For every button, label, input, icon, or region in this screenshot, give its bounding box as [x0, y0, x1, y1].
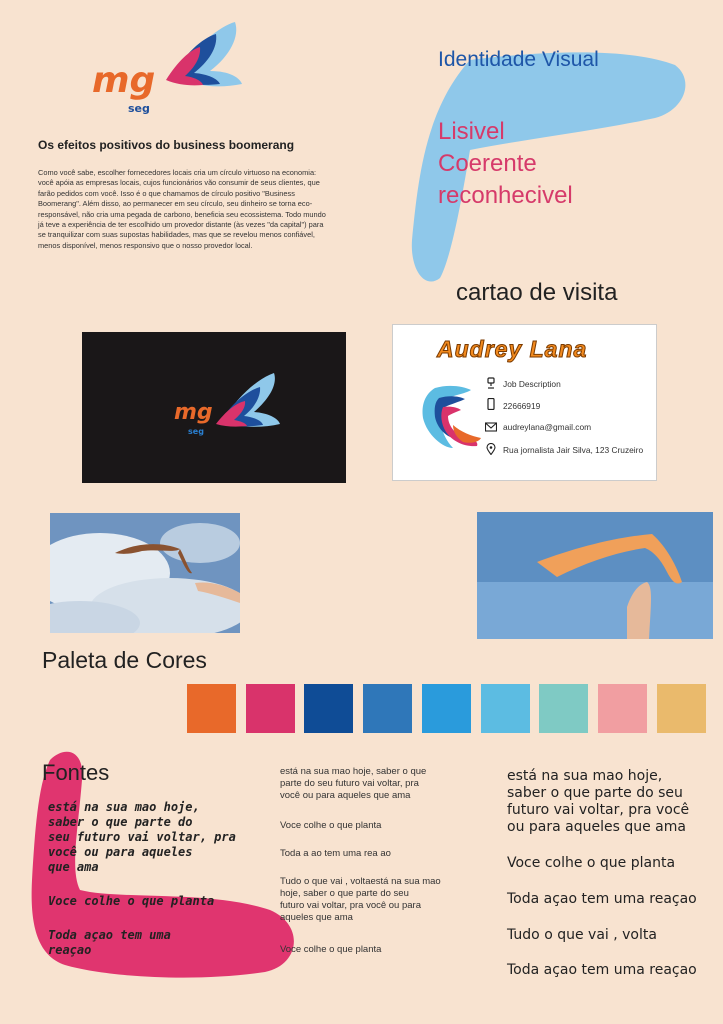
card-phone: 22666919: [503, 401, 541, 411]
font-sample-1-line: seu futuro vai voltar, pra: [48, 830, 236, 844]
card-job: Job Description: [503, 379, 561, 389]
logo-seg-text: seg: [128, 102, 150, 115]
boomerang-logo-icon: [202, 367, 292, 437]
color-swatch: [422, 684, 471, 733]
color-swatch: [363, 684, 412, 733]
card-name: Audrey Lana: [437, 336, 588, 362]
logo-seg-text: seg: [188, 427, 204, 436]
font-sample-3-line: Voce colhe o que planta: [507, 855, 676, 871]
font-sample-1-line: você ou para aqueles: [48, 845, 193, 859]
boomerang-logo-icon: [413, 380, 485, 455]
font-sample-1-line: Toda açao tem uma: [48, 928, 171, 942]
identity-title: Identidade Visual: [438, 48, 599, 71]
envelope-icon: [485, 421, 497, 433]
font-sample-3-line: Tudo o que vai , volta: [507, 927, 657, 943]
intro-heading: Os efeitos positivos do business boomerang: [38, 138, 295, 152]
business-card-front: [82, 332, 346, 483]
font-sample-2-line: futuro vai voltar, pra você ou para: [280, 900, 421, 911]
location-pin-icon: [485, 443, 497, 455]
color-swatch: [304, 684, 353, 733]
identity-word-lisivel: Lisivel: [438, 118, 505, 145]
font-sample-3-line: Toda açao tem uma reaçao: [507, 891, 697, 907]
font-sample-1-line: reaçao: [48, 943, 92, 957]
business-card-back: [392, 324, 657, 481]
color-swatch: [481, 684, 530, 733]
font-sample-2-line: está na sua mao hoje, saber o que: [280, 766, 427, 777]
font-sample-3-line: saber o que parte do seu: [507, 785, 683, 801]
logo-mg-text: mg: [92, 60, 156, 101]
font-sample-2-line: hoje, saber o que parte do seu: [280, 888, 409, 899]
font-sample-2-line: você ou para aqueles que ama: [280, 790, 411, 801]
boomerang-hand-photo: [477, 512, 713, 639]
color-swatch: [657, 684, 706, 733]
palette-title: Paleta de Cores: [42, 647, 207, 673]
card-address: Rua jornalista Jair Silva, 123 Cruzeiro: [503, 445, 644, 455]
color-swatch: [187, 684, 236, 733]
office-chair-icon: [485, 377, 497, 389]
font-sample-3-line: está na sua mao hoje,: [507, 768, 663, 784]
font-sample-1-line: saber o que parte do: [48, 815, 193, 829]
identity-word-reconhecivel: reconhecivel: [438, 182, 573, 209]
font-sample-2-line: Voce colhe o que planta: [280, 820, 382, 831]
color-swatch: [246, 684, 295, 733]
font-sample-2-line: parte do seu futuro vai voltar, pra: [280, 778, 419, 789]
color-swatch: [598, 684, 647, 733]
card-email: audreylana@gmail.com: [503, 422, 592, 432]
font-sample-2-line: Toda a ao tem uma rea ao: [280, 848, 391, 859]
logo-mg-text: mg: [174, 400, 213, 425]
color-swatch: [539, 684, 588, 733]
font-sample-3-line: futuro vai voltar, pra você: [507, 802, 690, 818]
fonts-title: Fontes: [42, 760, 110, 785]
phone-icon: [485, 398, 497, 410]
font-sample-3-line: ou para aqueles que ama: [507, 819, 686, 835]
identity-word-coerente: Coerente: [438, 150, 537, 177]
font-sample-1-line: Voce colhe o que planta: [48, 894, 215, 908]
intro-body: Como você sabe, escolher fornecedores locais cria um círculo virtuoso na economia: você apóia as empresas locais, cujos funcionários vão consumir de seus clientes, que farão pedidos com você. Isso é o que chamamos de círculo positivo "Business Boomerang". Além disso, ao permanecer em seu círculo, seu dinheiro se torna eco-responsável, não cria uma pegada de carbono, beneficia seu ecossistema. Todo mundo já teve a experiência de ter escolhido um provedor distante (às vezes "da capital") para se tranquilizar com suas supostas habilidades, mas que se revelou menos confiável, menos disponível, menos responsivo que o nosso provedor local.: [38, 168, 326, 250]
brand-logo: [90, 16, 260, 126]
font-sample-1-line: que ama: [48, 860, 99, 874]
font-sample-1-line: está na sua mao hoje,: [48, 800, 200, 814]
font-sample-3-line: Toda açao tem uma reaçao: [507, 962, 697, 978]
font-sample-2-line: Tudo o que vai , voltaestá na sua mao: [280, 876, 441, 887]
font-sample-2-line: aqueles que ama: [280, 912, 353, 923]
business-card-section-title: cartao de visita: [456, 279, 618, 306]
font-sample-2-line: Voce colhe o que planta: [280, 944, 382, 955]
boomerang-throw-photo: [50, 513, 240, 633]
